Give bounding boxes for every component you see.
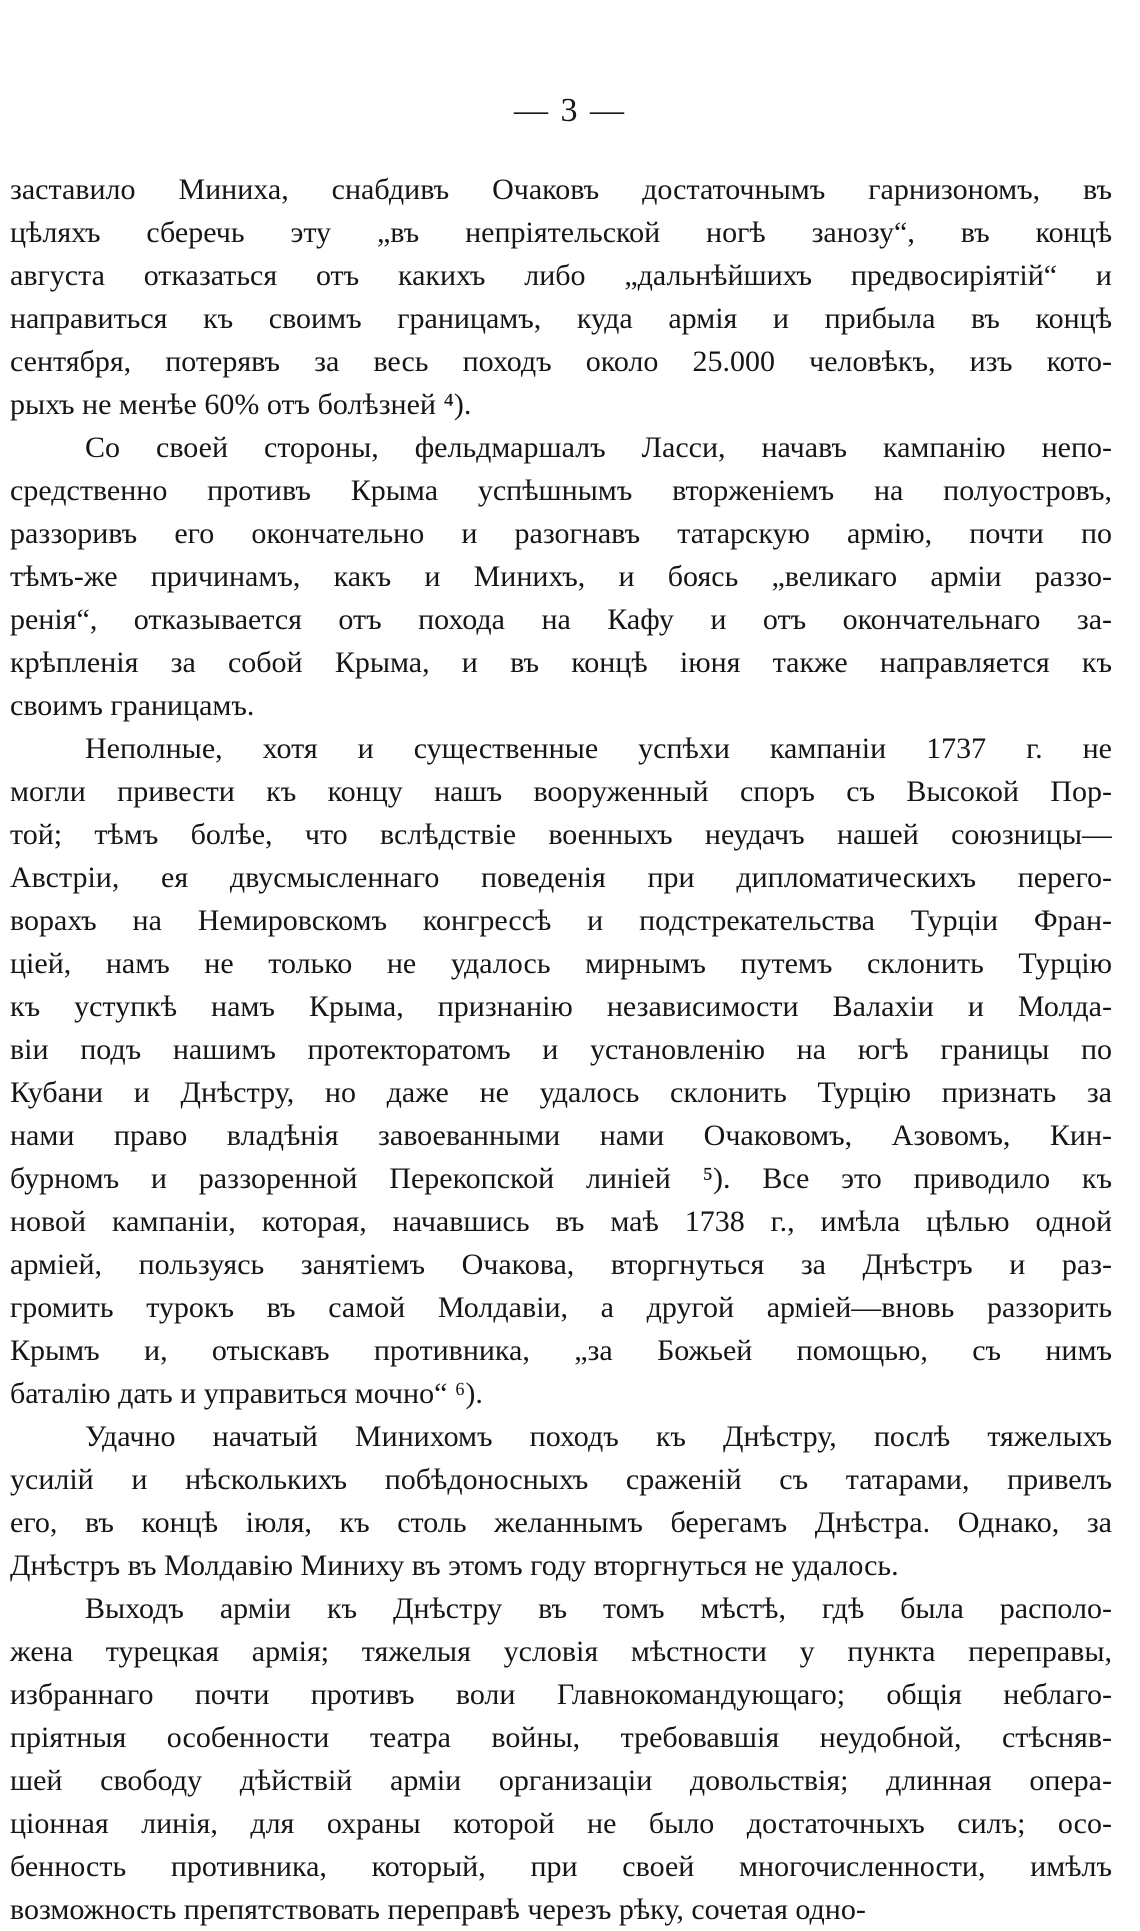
text-line: ціонная линія, для охраны которой не было достаточныхъ силъ; осо-: [10, 1807, 1112, 1840]
text-line: пріятныя особенности театра войны, требовавшія неудобной, стѣсняв-: [10, 1721, 1112, 1754]
text-line: направиться къ своимъ границамъ, куда армія и прибыла въ концѣ: [10, 302, 1112, 335]
text-line: Днѣстръ въ Молдавію Миниху въ этомъ году вторгнуться не удалось.: [10, 1549, 899, 1582]
paragraph: [10, 426, 1112, 727]
text-line: ренія“, отказывается отъ похода на Кафу и отъ окончательнаго за-: [10, 603, 1112, 636]
text-line: рыхъ не менѣе 60% отъ болѣзней ⁴).: [10, 388, 472, 421]
text-line: Кубани и Днѣстру, но даже не удалось склонить Турцію признать за: [10, 1076, 1112, 1109]
text-line: избраннаго почти противъ воли Главнокомандующаго; общія неблаго-: [10, 1678, 1112, 1711]
text-line: арміей, пользуясь занятіемъ Очакова, вторгнуться за Днѣстръ и раз-: [10, 1248, 1112, 1281]
text-line: усилій и нѣсколькихъ побѣдоносныхъ сраженій съ татарами, привелъ: [10, 1463, 1112, 1496]
paragraph: [10, 1415, 1112, 1587]
body-text: [10, 168, 1112, 1931]
text-line: жена турецкая армія; тяжелыя условія мѣстности у пункта переправы,: [10, 1635, 1112, 1668]
text-line: бурномъ и раззоренной Перекопской линіей ⁵). Все это приводило къ: [10, 1162, 1112, 1195]
text-line: тѣмъ-же причинамъ, какъ и Минихъ, и боясь „великаго арміи раззо-: [10, 560, 1112, 593]
paragraph: [10, 168, 1112, 426]
text-line: Со своей стороны, фельдмаршалъ Ласси, начавъ кампанію непо-: [85, 431, 1112, 464]
text-line: цѣляхъ сберечь эту „въ непріятельской ногѣ занозу“, въ концѣ: [10, 216, 1112, 249]
text-line: сентября, потерявъ за весь походъ около 25.000 человѣкъ, изъ кото-: [10, 345, 1112, 378]
text-line: нами право владѣнія завоеванными нами Очаковомъ, Азовомъ, Кин-: [10, 1119, 1112, 1152]
text-line: бенность противника, который, при своей многочисленности, имѣлъ: [10, 1850, 1112, 1883]
text-line: віи подъ нашимъ протекторатомъ и установленію на югѣ границы по: [10, 1033, 1112, 1066]
text-line: громить турокъ въ самой Молдавіи, а другой арміей—вновь раззорить: [10, 1291, 1112, 1324]
text-line: баталію дать и управиться мочно“ ⁶).: [10, 1377, 483, 1410]
text-line: ворахъ на Немировскомъ конгрессѣ и подстрекательства Турціи Фран-: [10, 904, 1112, 937]
text-line: заставило Миниха, снабдивъ Очаковъ достаточнымъ гарнизономъ, въ: [10, 173, 1112, 206]
text-line: возможность препятствовать переправѣ черезъ рѣку, сочетая одно-: [10, 1893, 866, 1926]
text-line: августа отказаться отъ какихъ либо „дальнѣйшихъ предвосиріятій“ и: [10, 259, 1112, 292]
text-line: шей свободу дѣйствій арміи организаціи довольствія; длинная опера-: [10, 1764, 1112, 1797]
text-line: ціей, намъ не только не удалось мирнымъ путемъ склонить Турцію: [10, 947, 1112, 980]
text-line: Удачно начатый Минихомъ походъ къ Днѣстру, послѣ тяжелыхъ: [85, 1420, 1112, 1453]
paragraph: [10, 1587, 1112, 1931]
page-number: — 3 —: [514, 92, 626, 129]
text-line: раззоривъ его окончательно и разогнавъ татарскую армію, почти по: [10, 517, 1112, 550]
text-line: своимъ границамъ.: [10, 689, 255, 722]
text-line: къ уступкѣ намъ Крыма, признанію независимости Валахіи и Молда-: [10, 990, 1112, 1023]
text-line: Неполные, хотя и существенные успѣхи кампаніи 1737 г. не: [85, 732, 1112, 765]
text-line: Крымъ и, отыскавъ противника, „за Божьей помощью, съ нимъ: [10, 1334, 1112, 1367]
text-line: Выходъ арміи къ Днѣстру въ томъ мѣстѣ, гдѣ была располо-: [85, 1592, 1112, 1625]
text-line: средственно противъ Крыма успѣшнымъ вторженіемъ на полуостровъ,: [10, 474, 1112, 507]
paragraph: [10, 727, 1112, 1415]
text-line: крѣпленія за собой Крыма, и въ концѣ іюня также направляется къ: [10, 646, 1112, 679]
text-line: той; тѣмъ болѣе, что вслѣдствіе военныхъ неудачъ нашей союзницы—: [10, 818, 1112, 851]
text-line: его, въ концѣ іюля, къ столь желаннымъ берегамъ Днѣстра. Однако, за: [10, 1506, 1112, 1539]
text-line: новой кампаніи, которая, начавшись въ маѣ 1738 г., имѣла цѣлью одной: [10, 1205, 1112, 1238]
text-line: могли привести къ концу нашъ вооруженный споръ съ Высокой Пор-: [10, 775, 1112, 808]
text-line: Австріи, ея двусмысленнаго поведенія при дипломатическихъ перего-: [10, 861, 1112, 894]
